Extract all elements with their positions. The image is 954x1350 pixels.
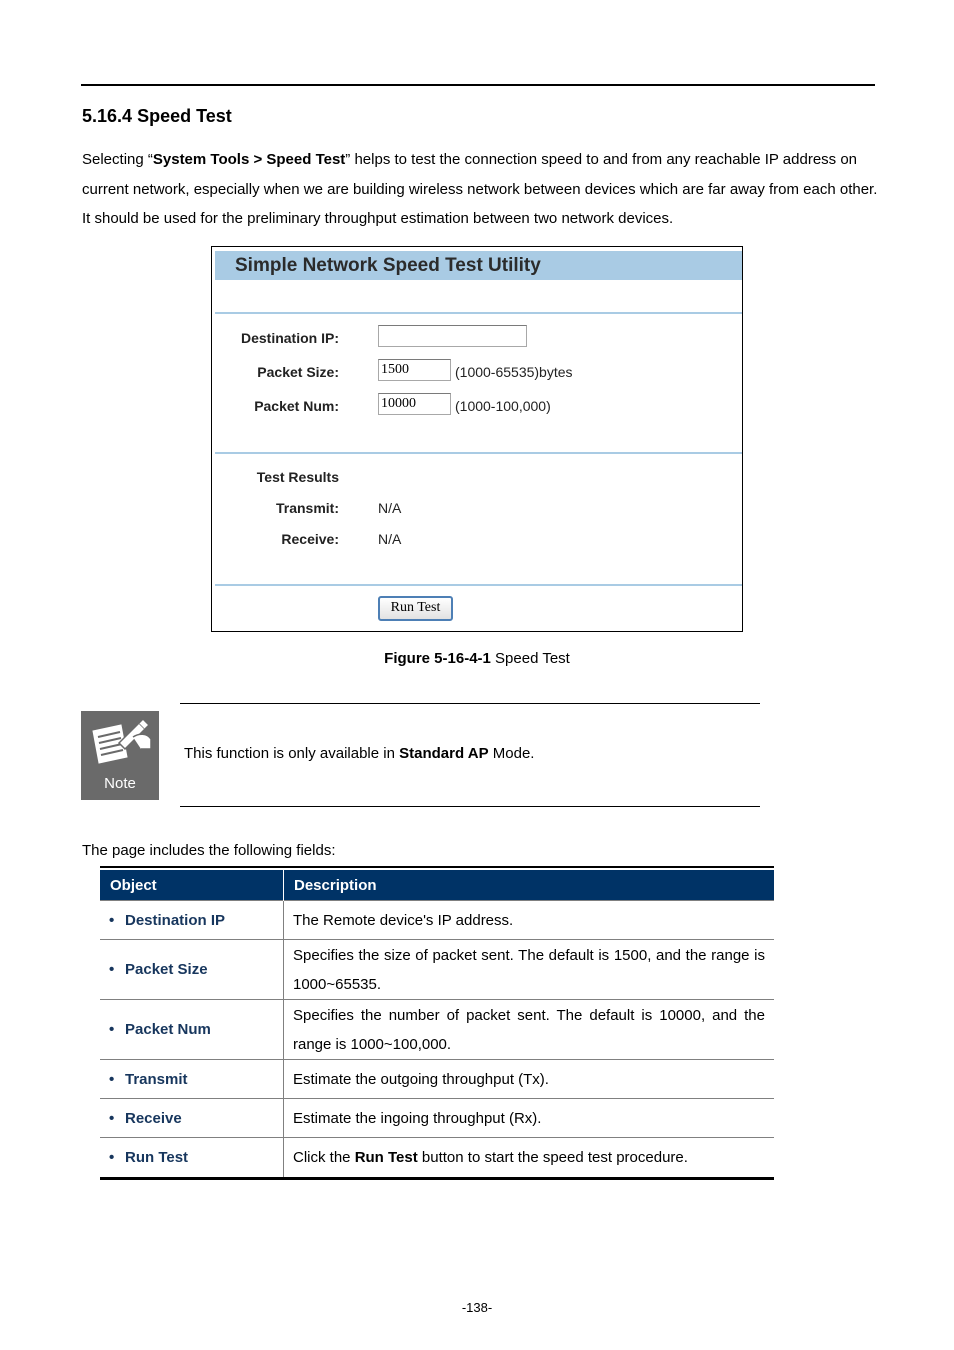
description-bold: Run Test (354, 1148, 418, 1166)
separator (215, 312, 742, 314)
description-cell (284, 1138, 775, 1177)
run-test-button[interactable]: Run Test (378, 596, 453, 621)
transmit-value: N/A (378, 500, 402, 516)
description-suffix: button to start the speed test procedure. (417, 1148, 688, 1166)
note-text (184, 745, 534, 762)
object-name: Packet Size (125, 961, 208, 978)
note-prefix: This function is only available in (184, 745, 400, 762)
object-cell: • Receive (100, 1099, 284, 1138)
object-cell: • Destination IP (100, 901, 284, 940)
description-cell: Estimate the ingoing throughput (Rx). (284, 1099, 775, 1138)
utility-title-bar (215, 251, 742, 280)
table-header-row (100, 870, 774, 901)
object-name: Transmit (125, 1070, 188, 1088)
packet-num-input[interactable] (378, 393, 451, 415)
table-bottom-rule (100, 1177, 774, 1180)
object-column-header: Object (100, 870, 284, 901)
page-number: -138- (461, 1300, 493, 1315)
packet-size-hint: (1000-65535)bytes (455, 364, 573, 380)
separator (215, 452, 742, 454)
note-mode: Standard AP (399, 745, 489, 762)
object-cell: • Transmit (100, 1060, 284, 1099)
object-name: Packet Num (125, 1021, 211, 1038)
description-cell: Estimate the outgoing throughput (Tx). (284, 1060, 775, 1099)
table-row (100, 901, 774, 940)
figure-caption (0, 650, 954, 667)
fields-intro: The page includes the following fields: (82, 842, 336, 859)
object-name: Destination IP (125, 911, 226, 929)
packet-size-label: Packet Size: (257, 364, 339, 380)
object-name: Run Test (125, 1148, 189, 1166)
speed-test-screenshot (211, 246, 743, 632)
description-cell: The Remote device's IP address. (284, 901, 775, 940)
description-cell: Specifies the size of packet sent. The default is 1500, and the range is 1000~65535. (284, 940, 775, 1000)
intro-prefix: Selecting “ (82, 151, 153, 168)
note-pencil-icon (81, 711, 159, 775)
fields-table (100, 870, 774, 1177)
object-name: Receive (125, 1109, 182, 1127)
receive-value: N/A (378, 531, 402, 547)
intro-menu-path: System Tools > Speed Test (152, 151, 346, 168)
note-top-rule (180, 703, 760, 704)
utility-title: Simple Network Speed Test Utility (235, 255, 541, 276)
note-suffix: Mode. (488, 745, 535, 762)
table-row (100, 1099, 774, 1138)
note-bottom-rule (180, 806, 760, 807)
description-column-header: Description (284, 870, 775, 901)
object-cell: • Packet Size (100, 940, 284, 1000)
note-icon (81, 711, 159, 800)
figure-caption-text: Speed Test (490, 650, 570, 667)
receive-label: Receive: (281, 531, 339, 547)
table-top-rule (100, 866, 774, 868)
section-heading (82, 106, 232, 127)
transmit-label: Transmit: (275, 500, 339, 516)
separator (215, 584, 742, 586)
note-icon-label: Note (104, 775, 136, 792)
table-row (100, 1138, 774, 1177)
destination-ip-label: Destination IP: (240, 330, 339, 346)
table-row (100, 1060, 774, 1099)
description-cell: Specifies the number of packet sent. The default is 10000, and the range is 1000~100,000. (284, 1000, 775, 1060)
object-cell: • Run Test (100, 1138, 284, 1177)
packet-size-input[interactable] (378, 359, 451, 381)
destination-ip-input[interactable] (378, 325, 527, 347)
intro-suffix: ” helps to test the connection speed to and from any reachable IP address on current network, especially when we are building wireless network between devices which are far away from each other. It should be used for the preliminary throughput estimation between two network devices. (82, 151, 878, 227)
table-row (100, 940, 774, 1000)
object-cell: • Packet Num (100, 1000, 284, 1060)
packet-num-hint: (1000-100,000) (455, 398, 551, 414)
packet-num-label: Packet Num: (254, 398, 339, 414)
figure-number: Figure 5-16-4-1 (384, 650, 491, 667)
header-rule (81, 84, 875, 86)
table-row (100, 1000, 774, 1060)
section-number: 5.16.4 (82, 106, 133, 126)
intro-paragraph (82, 145, 882, 234)
section-title: Speed Test (137, 106, 232, 126)
description-prefix: Click the (293, 1148, 355, 1166)
test-results-label: Test Results (256, 469, 339, 485)
